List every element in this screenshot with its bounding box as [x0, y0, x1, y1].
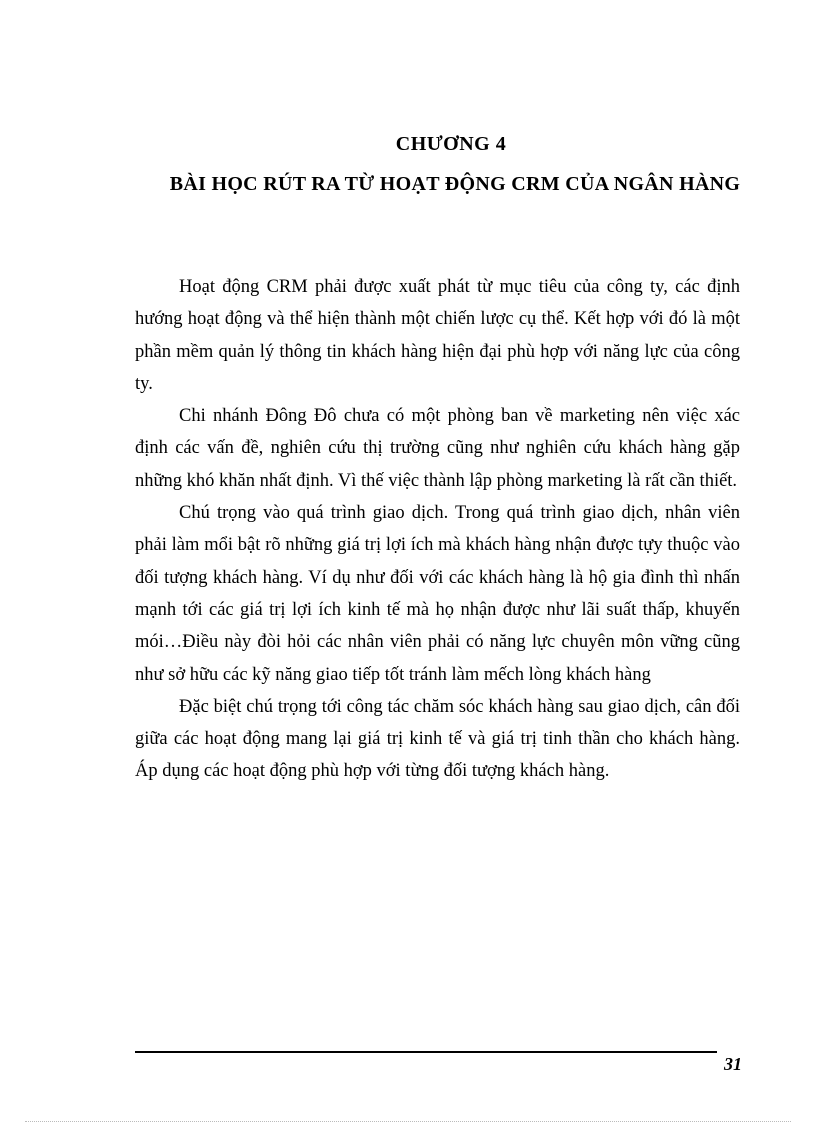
page-number: 31 [724, 1054, 742, 1074]
page-bottom-border [25, 1121, 791, 1122]
paragraph: Chú trọng vào quá trình giao dịch. Trong quá trình giao dịch, nhân viên phải làm mổi bật rõ những giá trị lợi ích mà khách hàng nhận được tựy thuộc vào đối tượng khách hàng. Ví dụ như đối với các khách hàng là hộ gia đình thì nhấn mạnh tới các giá trị lợi ích kinh tế mà họ nhận được như lãi suất thấp, khuyến mói…Điều này đòi hỏi các nhân viên phải có năng lực chuyên môn vững cũng như sở hữu các kỹ năng giao tiếp tốt tránh làm mếch lòng khách hàng [135, 503, 740, 685]
footer-divider [135, 1051, 717, 1053]
body-text [135, 271, 740, 788]
paragraph: Đặc biệt chú trọng tới công tác chăm sóc khách hàng sau giao dịch, cân đối giữa các hoạt động mang lại giá trị kinh tế và giá trị tinh thần cho khách hàng. Áp dụng các hoạt động phù hợp với từng đối tượng khách hàng. [135, 696, 740, 782]
chapter-label: CHƯƠNG 4 [395, 133, 507, 155]
paragraph: Chi nhánh Đông Đô chưa có một phòng ban về marketing nên việc xác định các vấn đề, nghiên cứu thị trường cũng như nghiên cứu khách hàng gặp những khó khăn nhất định. Vì thế việc thành lập phòng marketing là rất cần thiết. [135, 406, 740, 491]
paragraph: Hoạt động CRM phải được xuất phát từ mục tiêu của công ty, các định hướng hoạt động và thể hiện thành một chiến lược cụ thể. Kết hợp với đó là một phần mềm quản lý thông tin khách hàng hiện đại phù hợp với năng lực của công ty. [135, 277, 740, 394]
chapter-title: BÀI HỌC RÚT RA TỪ HOẠT ĐỘNG CRM CỦA NGÂN HÀNG [169, 173, 741, 195]
